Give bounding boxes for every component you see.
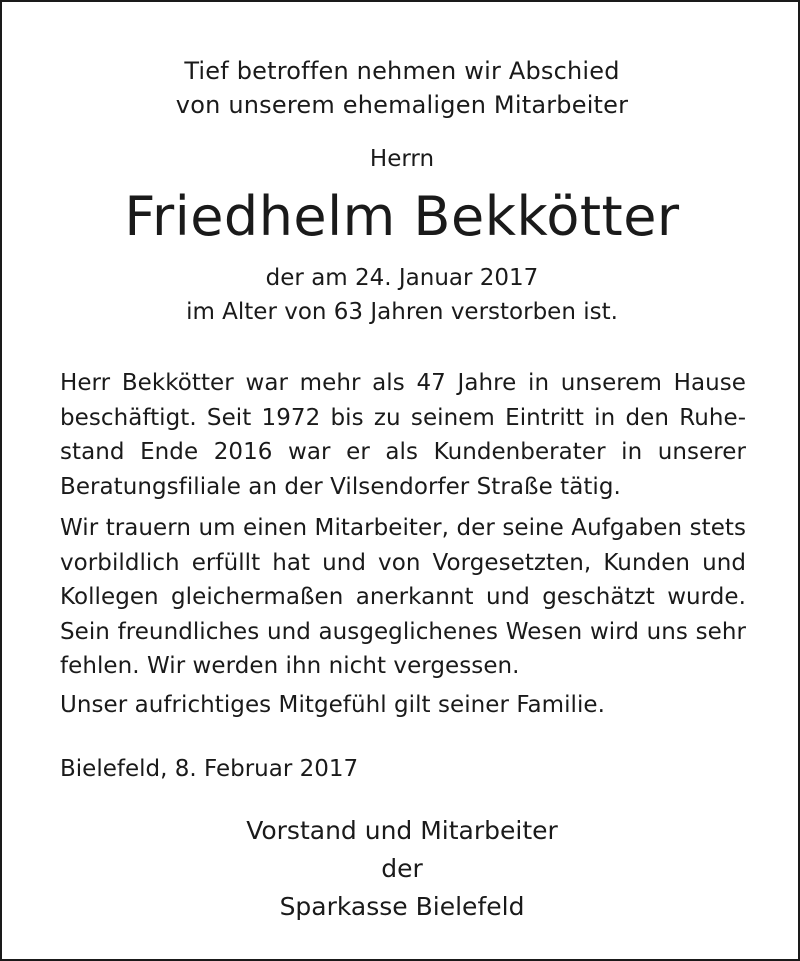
intro-line-1: Tief betroffen nehmen wir Abschied (184, 57, 620, 85)
paragraph-employment: Herr Bekkötter war mehr als 47 Jahre in unserem Hause beschäftigt. Seit 1972 bis zu seinem Eintritt in den Ruhestand Ende 2016 war er als Kundenberater in unserer Beratungsfiliale an der Vilsendorfer Straße tätig. (60, 370, 746, 500)
signature-line-1: Vorstand und Mitarbeiter (246, 816, 558, 845)
death-details (2, 261, 800, 329)
intro-text (2, 54, 800, 122)
intro-line-2: von unserem ehemaligen Mitarbeiter (175, 91, 629, 119)
paragraph-tribute: Wir trauern um einen Mitarbeiter, der seine Aufgaben stets vorbildlich erfüllt hat und von Vorgesetzten, Kunden und Kollegen gleichermaßen anerkannt und geschätzt wurde. Sein freundliches und ausgeglichenes Wesen wird uns sehr fehlen. Wir werden ihn nicht vergessen. (60, 515, 746, 679)
death-date-line: der am 24. Januar 2017 (265, 265, 539, 291)
salutation: Herrn (369, 146, 435, 172)
signature-line-3: Sparkasse Bielefeld (279, 892, 525, 921)
signature-line-2: der (381, 854, 423, 883)
deceased-name: Friedhelm Bekkötter (124, 185, 680, 248)
signature-block (2, 812, 800, 926)
place-date: Bielefeld, 8. Februar 2017 (60, 756, 359, 782)
paragraph-condolence: Unser aufrichtiges Mitgefühl gilt seiner Familie. (60, 692, 605, 718)
age-line: im Alter von 63 Jahren verstorben ist. (186, 299, 618, 325)
